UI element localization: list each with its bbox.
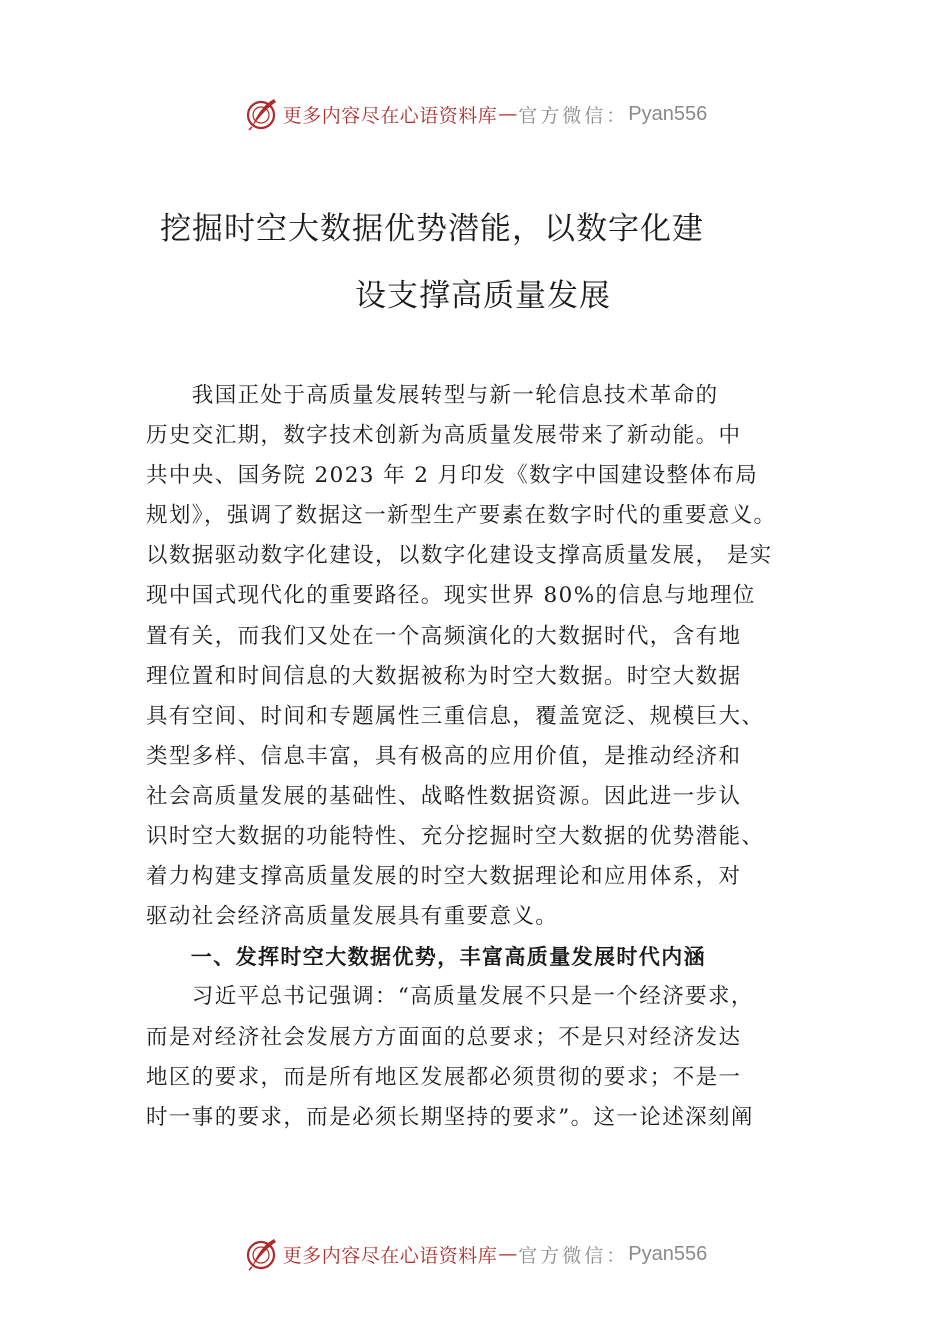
document-title-line-1: 挖掘时空大数据优势潜能，以数字化建 — [160, 211, 704, 247]
body-line: 时一事的要求，而是必须长期坚持的要求”。这一论述深刻阐 — [146, 1104, 754, 1130]
body-line: 驱动社会经济高质量发展具有重要意义。 — [146, 904, 559, 930]
body-line: 而是对经济社会发展方方面面的总要求；不是只对经济发达 — [146, 1024, 742, 1050]
document-body — [146, 376, 836, 1138]
body-line: 习近平总书记强调：“高质量发展不只是一个经济要求， — [146, 984, 754, 1010]
body-line: 我国正处于高质量发展转型与新一轮信息技术革命的 — [146, 383, 719, 408]
body-line: 理位置和时间信息的大数据被称为时空大数据。时空大数据 — [146, 663, 742, 689]
body-line: 地区的要求，而是所有地区发展都必须贯彻的要求；不是一 — [146, 1064, 742, 1090]
header-banner — [0, 94, 950, 134]
quill-seal-icon — [243, 96, 279, 132]
body-line: 历史交汇期，数字技术创新为高质量发展带来了新动能。中 — [146, 423, 742, 449]
document-title-line-2: 设支撑高质量发展 — [355, 278, 611, 314]
brand-text: 更多内容尽在心语资料库 — [282, 1244, 498, 1267]
section-heading: 一、发挥时空大数据优势，丰富高质量发展时代内涵 — [146, 945, 706, 970]
wechat-id: Pyan556 — [628, 1242, 708, 1265]
body-line: 以数据驱动数字化建设，以数字化建设支撑高质量发展， 是实 — [146, 543, 773, 569]
quill-seal-icon — [243, 1236, 279, 1272]
body-line: 具有空间、时间和专题属性三重信息，覆盖宽泛、规模巨大、 — [146, 703, 765, 729]
body-line: 共中央、国务院 2023 年 2 月印发《数字中国建设整体布局 — [146, 463, 759, 489]
banner-separator: — — [498, 1243, 518, 1265]
body-line: 现中国式现代化的重要路径。现实世界 80%的信息与地理位 — [146, 583, 756, 609]
footer-banner — [0, 1234, 950, 1274]
wechat-label: 官方微信： — [518, 104, 629, 127]
brand-text: 更多内容尽在心语资料库 — [282, 104, 498, 127]
wechat-id: Pyan556 — [628, 102, 708, 125]
body-line: 类型多样、信息丰富，具有极高的应用价值，是推动经济和 — [146, 743, 742, 769]
body-line: 社会高质量发展的基础性、战略性数据资源。因此进一步认 — [146, 783, 742, 809]
body-line: 规划》，强调了数据这一新型生产要素在数字时代的重要意义。 — [146, 503, 777, 529]
body-line: 着力构建支撑高质量发展的时空大数据理论和应用体系，对 — [146, 864, 742, 890]
body-line: 置有关，而我们又处在一个高频演化的大数据时代，含有地 — [146, 623, 742, 649]
banner-separator: — — [498, 103, 518, 125]
wechat-label: 官方微信： — [518, 1244, 629, 1267]
body-line: 识时空大数据的功能特性、充分挖掘时空大数据的优势潜能、 — [146, 824, 765, 850]
